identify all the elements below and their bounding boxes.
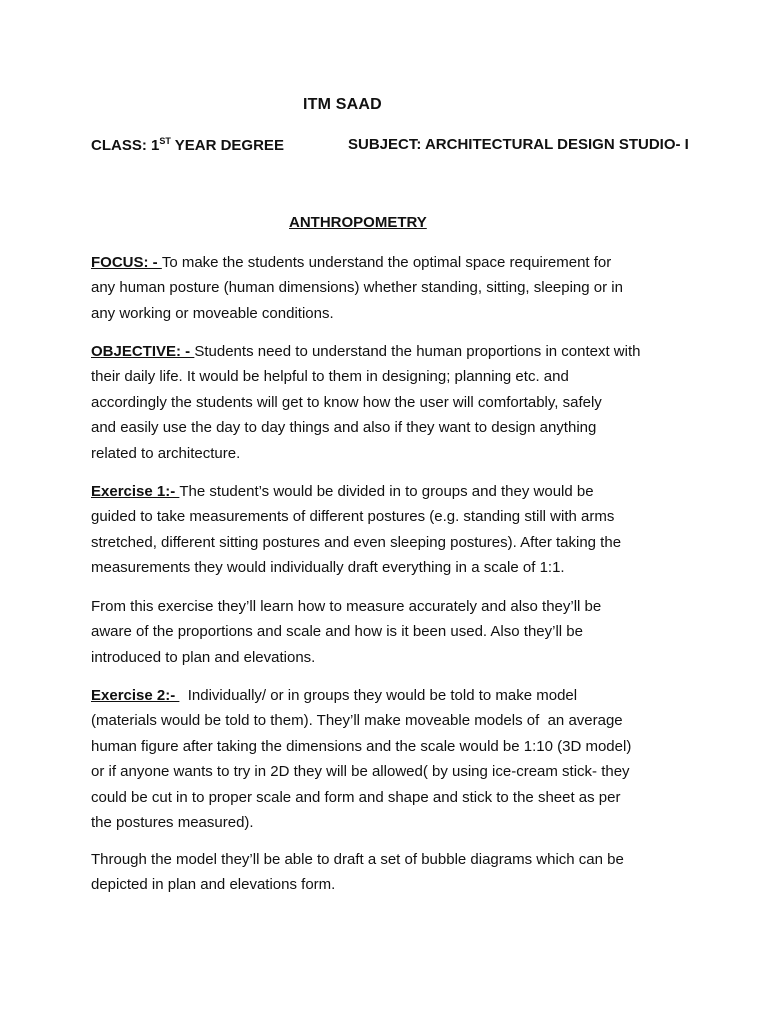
exercise1-line: guided to take measurements of different postures (e.g. standing still with arms [91, 508, 615, 526]
exercise1-paragraph [91, 479, 691, 581]
from-exercise-line: introduced to plan and elevations. [91, 648, 316, 666]
exercise2-line: (materials would be told to them). They’ll make moveable models of an average [91, 712, 623, 730]
objective-paragraph [91, 339, 691, 466]
objective-line: related to architecture. [91, 444, 241, 462]
document-title: ITM SAAD [303, 96, 382, 113]
class-label-suffix: YEAR DEGREE [170, 137, 284, 154]
class-label-text: CLASS: 1 [91, 137, 160, 154]
through-model-line: depicted in plan and elevations form. [91, 876, 336, 894]
exercise1-line-text: The student’s would be divided in to groups and they would be [179, 483, 594, 500]
focus-line [91, 250, 691, 275]
focus-line: any working or moveable conditions. [91, 304, 334, 322]
objective-line [91, 339, 691, 364]
exercise1-lead: Exercise 1:- [91, 483, 180, 500]
focus-paragraph [91, 250, 691, 326]
through-model-paragraph [91, 847, 691, 898]
subject-label: SUBJECT: ARCHITECTURAL DESIGN STUDIO- I [348, 136, 689, 153]
focus-line: any human posture (human dimensions) whether standing, sitting, sleeping or in [91, 279, 623, 297]
exercise2-line [91, 683, 691, 708]
objective-line: and easily use the day to day things and also if they want to design anything [91, 419, 597, 437]
section-heading: ANTHROPOMETRY [289, 214, 427, 231]
objective-lead: OBJECTIVE: - [91, 343, 195, 360]
focus-line-text: To make the students understand the optimal space requirement for [161, 254, 612, 271]
from-exercise-paragraph [91, 594, 691, 670]
exercise2-line: or if anyone wants to try in 2D they will be allowed( by using ice-cream stick- they [91, 763, 630, 781]
exercise2-line: human figure after taking the dimensions and the scale would be 1:10 (3D model) [91, 737, 632, 755]
exercise2-line-text: Individually/ or in groups they would be told to make model [179, 687, 578, 704]
from-exercise-line: aware of the proportions and scale and how is it been used. Also they’ll be [91, 623, 583, 641]
objective-line: their daily life. It would be helpful to them in designing; planning etc. and [91, 368, 569, 386]
exercise2-paragraph [91, 683, 691, 835]
exercise2-line: the postures measured). [91, 814, 254, 832]
focus-lead: FOCUS: - [91, 254, 162, 271]
class-label [91, 136, 284, 154]
class-label-superscript: ST [159, 136, 171, 146]
exercise1-line: stretched, different sitting postures and even sleeping postures). After taking the [91, 533, 622, 551]
objective-line: accordingly the students will get to know how the user will comfortably, safely [91, 393, 602, 411]
objective-line-text: Students need to understand the human proportions in context with [194, 343, 641, 360]
exercise2-lead: Exercise 2:- [91, 687, 180, 704]
exercise1-line [91, 479, 691, 504]
from-exercise-line: From this exercise they’ll learn how to measure accurately and also they’ll be [91, 598, 602, 615]
through-model-line: Through the model they’ll be able to draft a set of bubble diagrams which can be [91, 851, 624, 868]
exercise1-line: measurements they would individually draft everything in a scale of 1:1. [91, 559, 565, 577]
exercise2-line: could be cut in to proper scale and form and shape and stick to the sheet as per [91, 788, 621, 806]
